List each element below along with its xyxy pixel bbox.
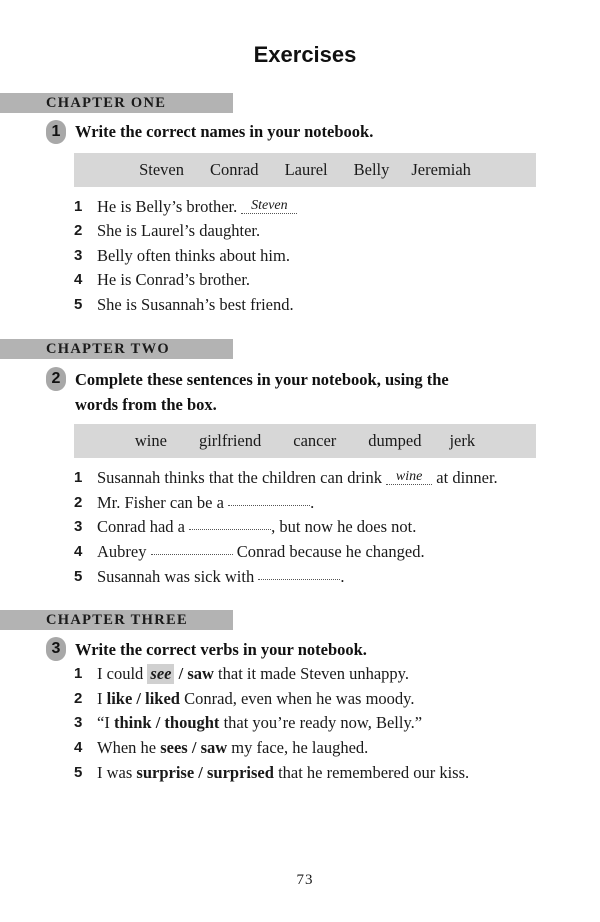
verb-option: saw bbox=[187, 664, 214, 683]
item-text-before: I was bbox=[97, 763, 137, 782]
option-separator: / bbox=[194, 763, 207, 782]
option-separator: / bbox=[132, 689, 146, 708]
item-number: 5 bbox=[74, 296, 83, 313]
item-text-before: Mr. Fisher can be a bbox=[97, 493, 229, 512]
item-text-after: , but now he does not. bbox=[271, 517, 417, 536]
verb-option: surprised bbox=[207, 763, 274, 782]
item-number: 5 bbox=[74, 568, 83, 585]
item-number: 4 bbox=[74, 543, 83, 560]
item-number: 1 bbox=[74, 198, 83, 215]
exercise-3-item-3 bbox=[97, 711, 557, 735]
word-box-item: Steven bbox=[139, 160, 184, 179]
item-number: 4 bbox=[74, 739, 83, 756]
verb-option: liked bbox=[145, 689, 180, 708]
verb-option: saw bbox=[200, 738, 228, 757]
item-text-after: at dinner. bbox=[432, 468, 498, 487]
verb-option: surprise bbox=[136, 763, 195, 782]
exercise-1-number-badge: 1 bbox=[46, 120, 66, 144]
item-text-before: I could bbox=[97, 664, 148, 683]
exercise-2-item-1 bbox=[97, 466, 557, 490]
item-number: 4 bbox=[74, 271, 83, 288]
option-separator: / bbox=[151, 713, 165, 732]
item-number: 1 bbox=[74, 665, 83, 682]
word-box-item: dumped bbox=[368, 431, 422, 450]
item-text-before: I bbox=[97, 689, 107, 708]
item-text-before: Susannah thinks that the children can drink bbox=[97, 468, 387, 487]
item-text-after: that he remembered our kiss. bbox=[273, 763, 470, 782]
exercise-2-item-5 bbox=[97, 565, 557, 589]
word-box-item: wine bbox=[134, 431, 167, 450]
item-text-after: Conrad because he changed. bbox=[232, 542, 425, 561]
item-number: 3 bbox=[74, 714, 83, 731]
example-answer: wine bbox=[386, 470, 432, 485]
item-text-before: “I bbox=[97, 713, 114, 732]
item-text-after: Conrad, even when he was moody. bbox=[180, 689, 415, 708]
word-box-item: cancer bbox=[293, 431, 337, 450]
item-text-after: . bbox=[340, 567, 345, 586]
item-number: 3 bbox=[74, 247, 83, 264]
exercise-1-item-2: She is Laurel’s daughter. bbox=[97, 221, 261, 240]
exercise-1-item-4: He is Conrad’s brother. bbox=[97, 270, 251, 289]
word-box-item: Laurel bbox=[284, 160, 328, 179]
exercise-1-item-5: She is Susannah’s best friend. bbox=[97, 295, 294, 314]
answer-blank bbox=[258, 578, 340, 580]
exercise-1-instruction: Write the correct names in your notebook. bbox=[75, 122, 374, 141]
item-text-before: Conrad had a bbox=[97, 517, 190, 536]
chapter-three-banner: CHAPTER THREE bbox=[0, 610, 233, 630]
exercise-3-item-1 bbox=[97, 662, 557, 686]
item-number: 2 bbox=[74, 494, 83, 511]
verb-option: think bbox=[113, 713, 152, 732]
exercise-2-item-3 bbox=[97, 515, 557, 539]
item-number: 2 bbox=[74, 222, 83, 239]
word-box-item: girlfriend bbox=[198, 431, 262, 450]
item-text-after: that you’re ready now, Belly.” bbox=[219, 713, 423, 732]
page-title: Exercises bbox=[253, 42, 357, 67]
exercise-2-number-badge: 2 bbox=[46, 367, 66, 391]
item-number: 1 bbox=[74, 469, 83, 486]
verb-option: sees bbox=[160, 738, 188, 757]
exercise-3-item-4 bbox=[97, 736, 557, 760]
word-box-item: Jeremiah bbox=[411, 160, 471, 179]
item-text-after: that it made Steven unhappy. bbox=[213, 664, 409, 683]
answer-blank bbox=[189, 528, 271, 530]
exercise-1-item-1 bbox=[97, 195, 557, 219]
word-box-item: Belly bbox=[353, 160, 390, 179]
chapter-two-banner: CHAPTER TWO bbox=[0, 339, 233, 359]
item-text-before: Susannah was sick with bbox=[97, 567, 259, 586]
item-number: 5 bbox=[74, 764, 83, 781]
item-number: 2 bbox=[74, 690, 83, 707]
example-answer: Steven bbox=[241, 199, 297, 214]
option-separator: / bbox=[187, 738, 201, 757]
exercise-2-word-box bbox=[74, 424, 536, 458]
item-text-after: my face, he laughed. bbox=[227, 738, 369, 757]
option-separator: / bbox=[174, 664, 188, 683]
answer-blank bbox=[151, 553, 233, 555]
word-box-item: jerk bbox=[449, 431, 476, 450]
page-number: 73 bbox=[296, 872, 314, 888]
word-box-item: Conrad bbox=[209, 160, 259, 179]
item-text-after: . bbox=[310, 493, 315, 512]
verb-option: thought bbox=[164, 713, 220, 732]
chapter-one-banner: CHAPTER ONE bbox=[0, 93, 233, 113]
instruction-line: words from the box. bbox=[75, 395, 217, 414]
item-number: 3 bbox=[74, 518, 83, 535]
exercise-1-word-box bbox=[74, 153, 536, 187]
exercise-3-item-2 bbox=[97, 687, 557, 711]
verb-option: like bbox=[106, 689, 133, 708]
instruction-line: Complete these sentences in your notebook, using the bbox=[75, 370, 449, 389]
item-text-before: He is Belly’s brother. bbox=[97, 197, 242, 216]
exercise-3-instruction: Write the correct verbs in your notebook. bbox=[75, 640, 367, 659]
item-text-before: Aubrey bbox=[97, 542, 151, 561]
exercise-3-item-5 bbox=[97, 761, 557, 785]
example-chosen-verb: see bbox=[147, 664, 174, 684]
exercise-2-item-2 bbox=[97, 491, 557, 515]
exercise-3-number-badge: 3 bbox=[46, 637, 66, 661]
exercise-2-item-4 bbox=[97, 540, 557, 564]
exercise-1-item-3: Belly often thinks about him. bbox=[97, 246, 290, 265]
exercise-2-instruction bbox=[75, 367, 545, 417]
item-text-before: When he bbox=[97, 738, 161, 757]
answer-blank bbox=[228, 504, 310, 506]
